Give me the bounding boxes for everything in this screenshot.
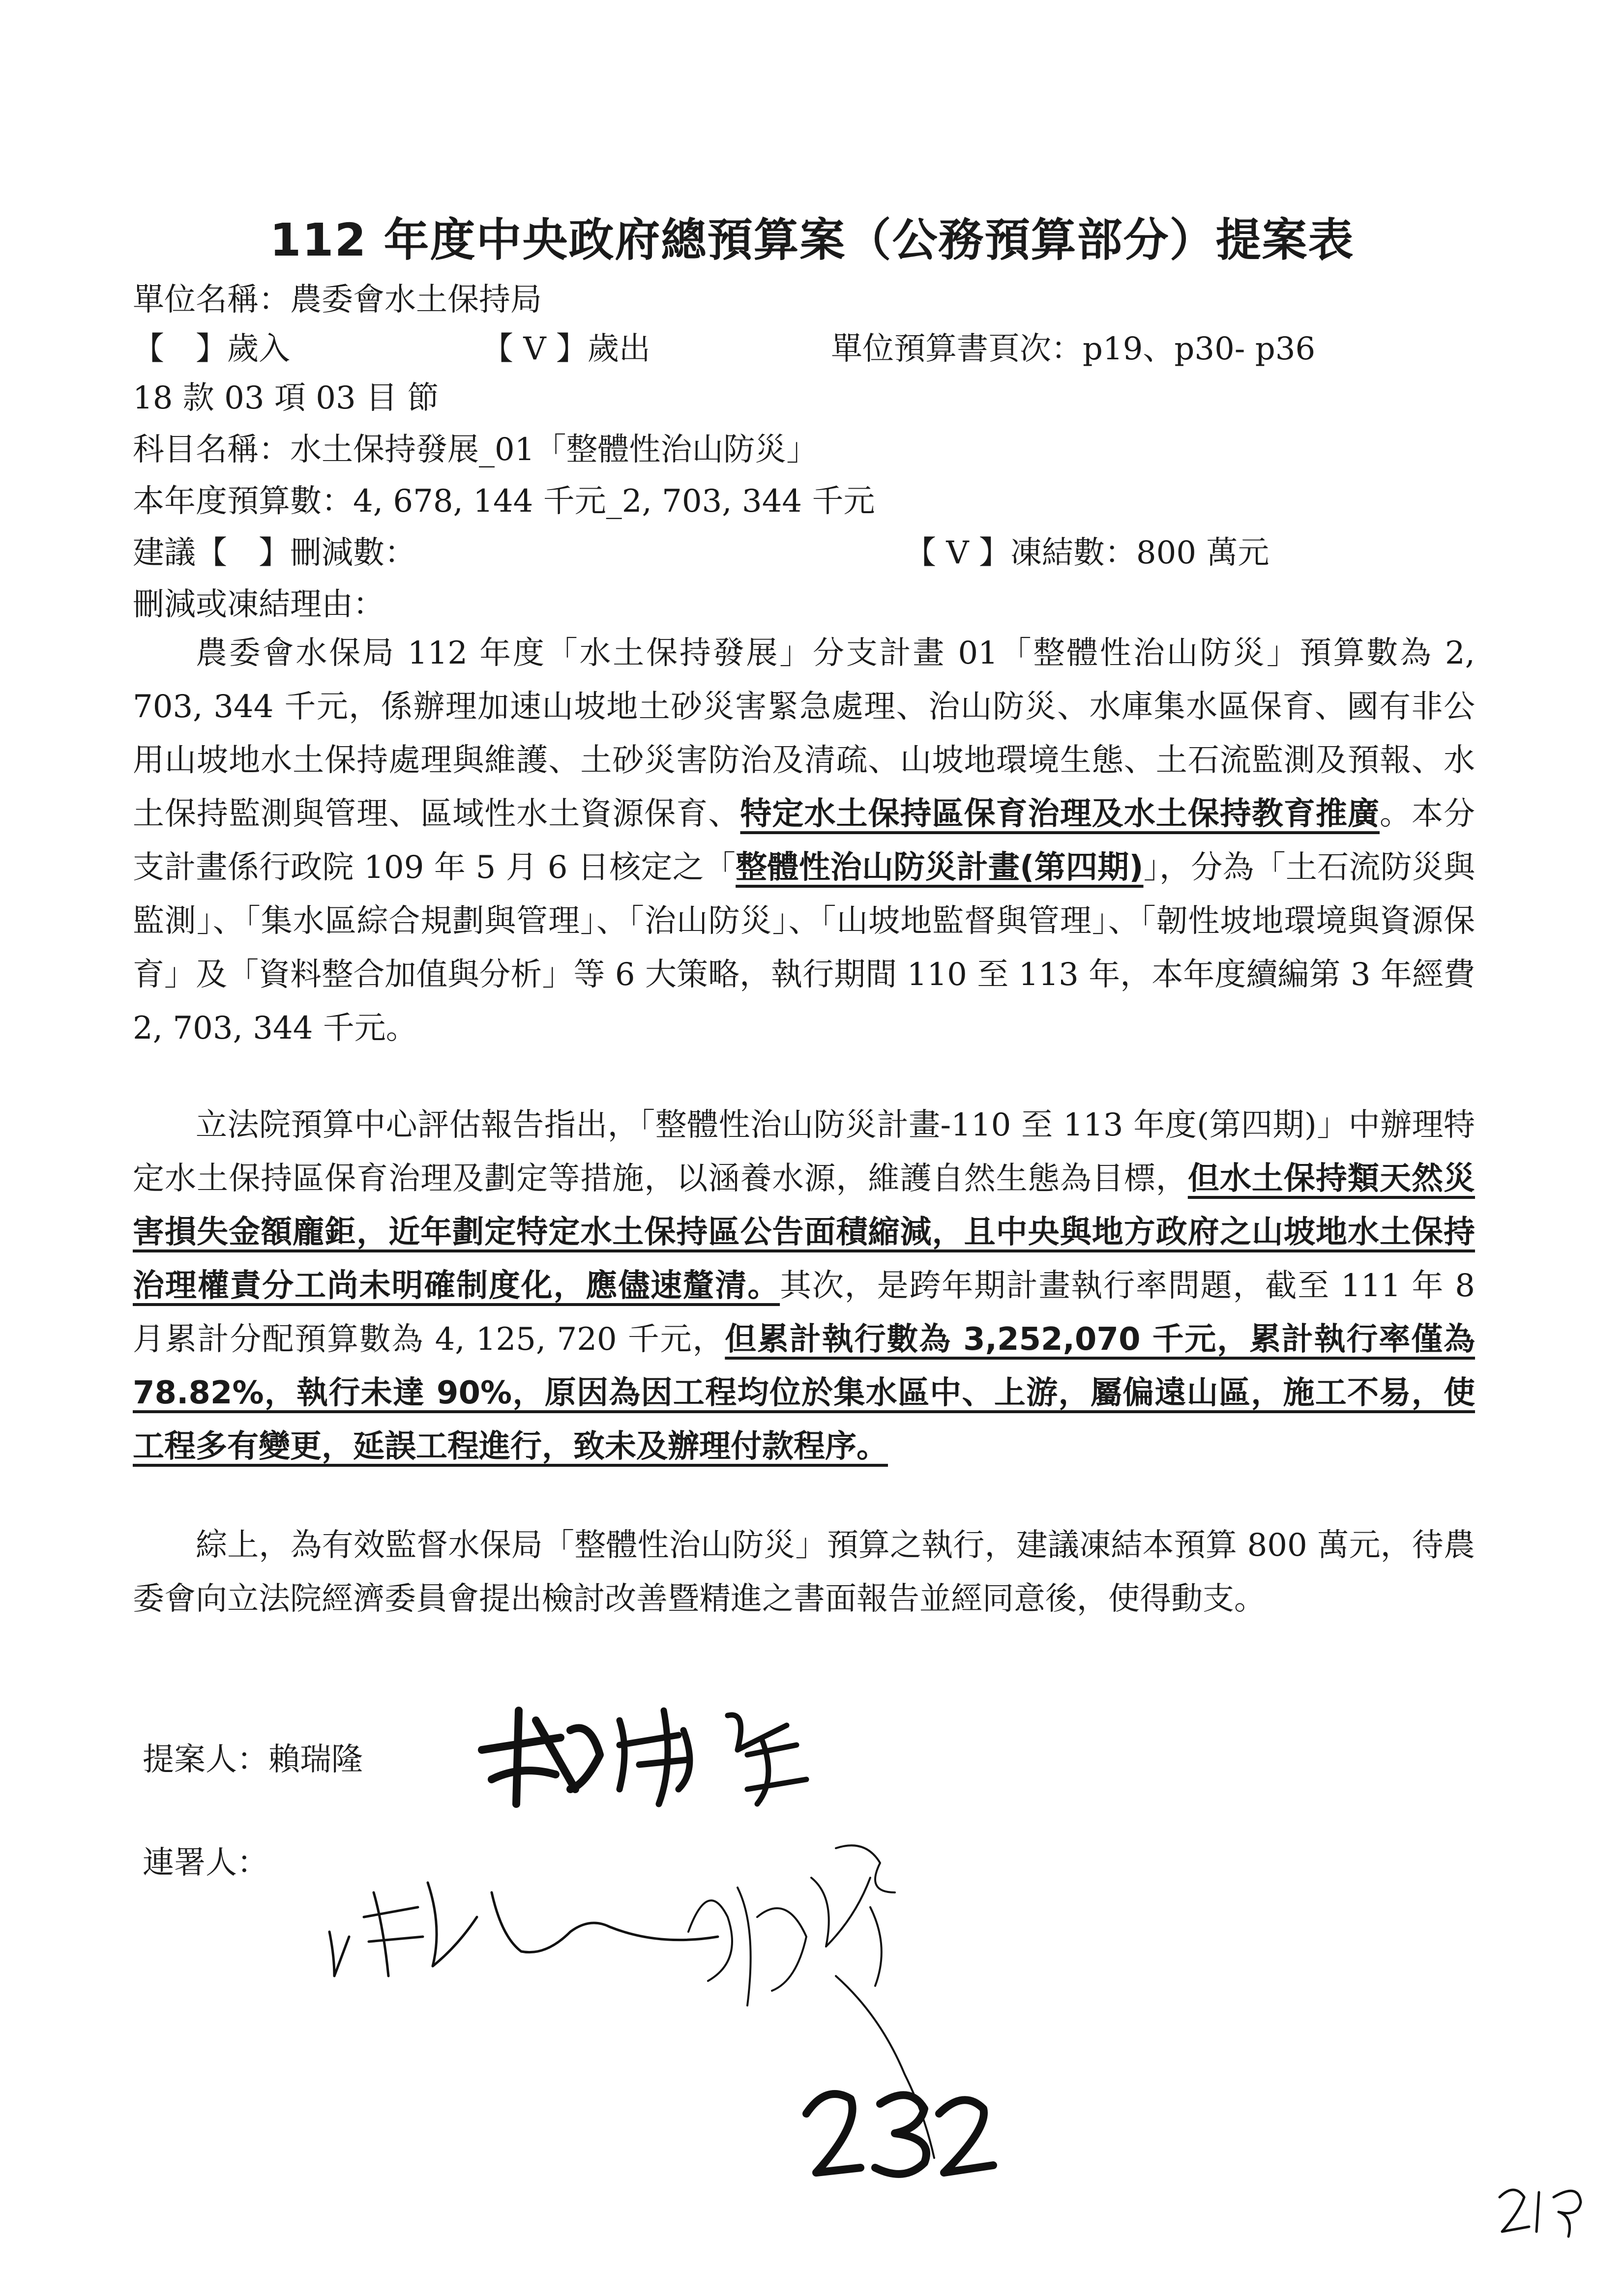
cosigner-label: 連署人： [143, 1845, 268, 1881]
proposer-label: 提案人：賴瑞隆 [143, 1742, 363, 1778]
budget-pages-line: 單位預算書頁次：p19、p30- p36 [831, 331, 1316, 367]
corner-number [1495, 2173, 1593, 2241]
revenue-checkbox-label: 【 】歲入 [133, 331, 290, 367]
p2-bold-underline-1: 但水土保持類天然災害損失金額龐鉅，近年劃定特定水土保持區公告面積縮減，且中央與地方政府之山坡地水土保持治理權責分工尚未明確制度化，應儘速釐清。 [133, 1161, 1476, 1304]
expenditure-checkbox-label: 【 V 】歲出 [482, 331, 650, 367]
paragraph-2 [133, 1099, 1475, 1474]
p1-text-e: 」，分為「土石流防災與監測」、「集水區綜合規劃與管理」、「治山防災」、「山坡地監督與管理」、「韌性坡地環境與資源保育」及「資料整合加值與分析」等 6 大策略，執行期間 110 至 113 年，本年度續編第 3 年經費 2, 703, 344 千元。 [133, 849, 1476, 1046]
unit-name-line: 單位名稱：農委會水土保持局 [133, 282, 542, 318]
p1-text-a: 農委會水保局 112 年度「水土保持發展」分支計畫 01「整體性治山防災」預算數為 2, 703, 344 千元，係辦理加速山坡地土砂災害緊急處理、治山防災、水庫集水區保育、國有非公用山坡地水土保持處理與維護、土砂災害防治及清疏、山坡地環境生態、土石流監測及預報、水土保持監測與管理、區域性水土資源保育、 [133, 635, 1475, 832]
p1-text-c: 。本分支計畫係行政院 109 年 5 月 6 日核定之「 [133, 796, 1476, 886]
p2-text-a: 立法院預算中心評估報告指出，「整體性治山防災計畫-110 至 113 年度(第四期)」中辦理特定水土保持區保育治理及劃定等措施，以涵養水源，維護自然生態為目標， [133, 1107, 1475, 1197]
cut-suggestion-line: 建議【 】刪減數： [133, 535, 416, 571]
freeze-suggestion-line: 【 V 】凍結數：800 萬元 [905, 535, 1270, 571]
handwritten-page-number [797, 2079, 1003, 2187]
subject-line: 科目名稱：水土保持發展_01「整體性治山防災」 [133, 432, 818, 468]
budget-amount-line: 本年度預算數：4, 678, 144 千元_2, 703, 344 千元 [133, 483, 875, 520]
p1-bold-underline-2: 整體性治山防災計畫(第四期) [736, 849, 1144, 886]
proposer-signature [472, 1691, 826, 1819]
item-line: 18 款 03 項 03 目 節 [133, 380, 439, 416]
p2-text-c: 其次，是跨年期計畫執行率問題，截至 111 年 8 月累計分配預算數為 4, 125, 720 千元， [133, 1268, 1476, 1358]
p2-bold-underline-2: 但累計執行數為 3,252,070 千元，累計執行率僅為 78.82%，執行未達 90%，原因為因工程均位於集水區中、上游，屬偏遠山區，施工不易，使工程多有變更，延誤工程進行，致未及辦理付款程序。 [133, 1321, 1476, 1465]
paragraph-3: 綜上，為有效監督水保局「整體性治山防災」預算之執行，建議凍結本預算 800 萬元，待農委會向立法院經濟委員會提出檢討改善暨精進之書面報告並經同意後，使得動支。 [133, 1527, 1475, 1617]
page-title: 112 年度中央政府總預算案（公務預算部分）提案表 [269, 214, 1355, 266]
paragraph-1 [133, 627, 1475, 1055]
p1-bold-underline-1: 特定水土保持區保育治理及水土保持教育推廣 [740, 796, 1380, 832]
reason-label: 刪減或凍結理由： [133, 586, 384, 623]
